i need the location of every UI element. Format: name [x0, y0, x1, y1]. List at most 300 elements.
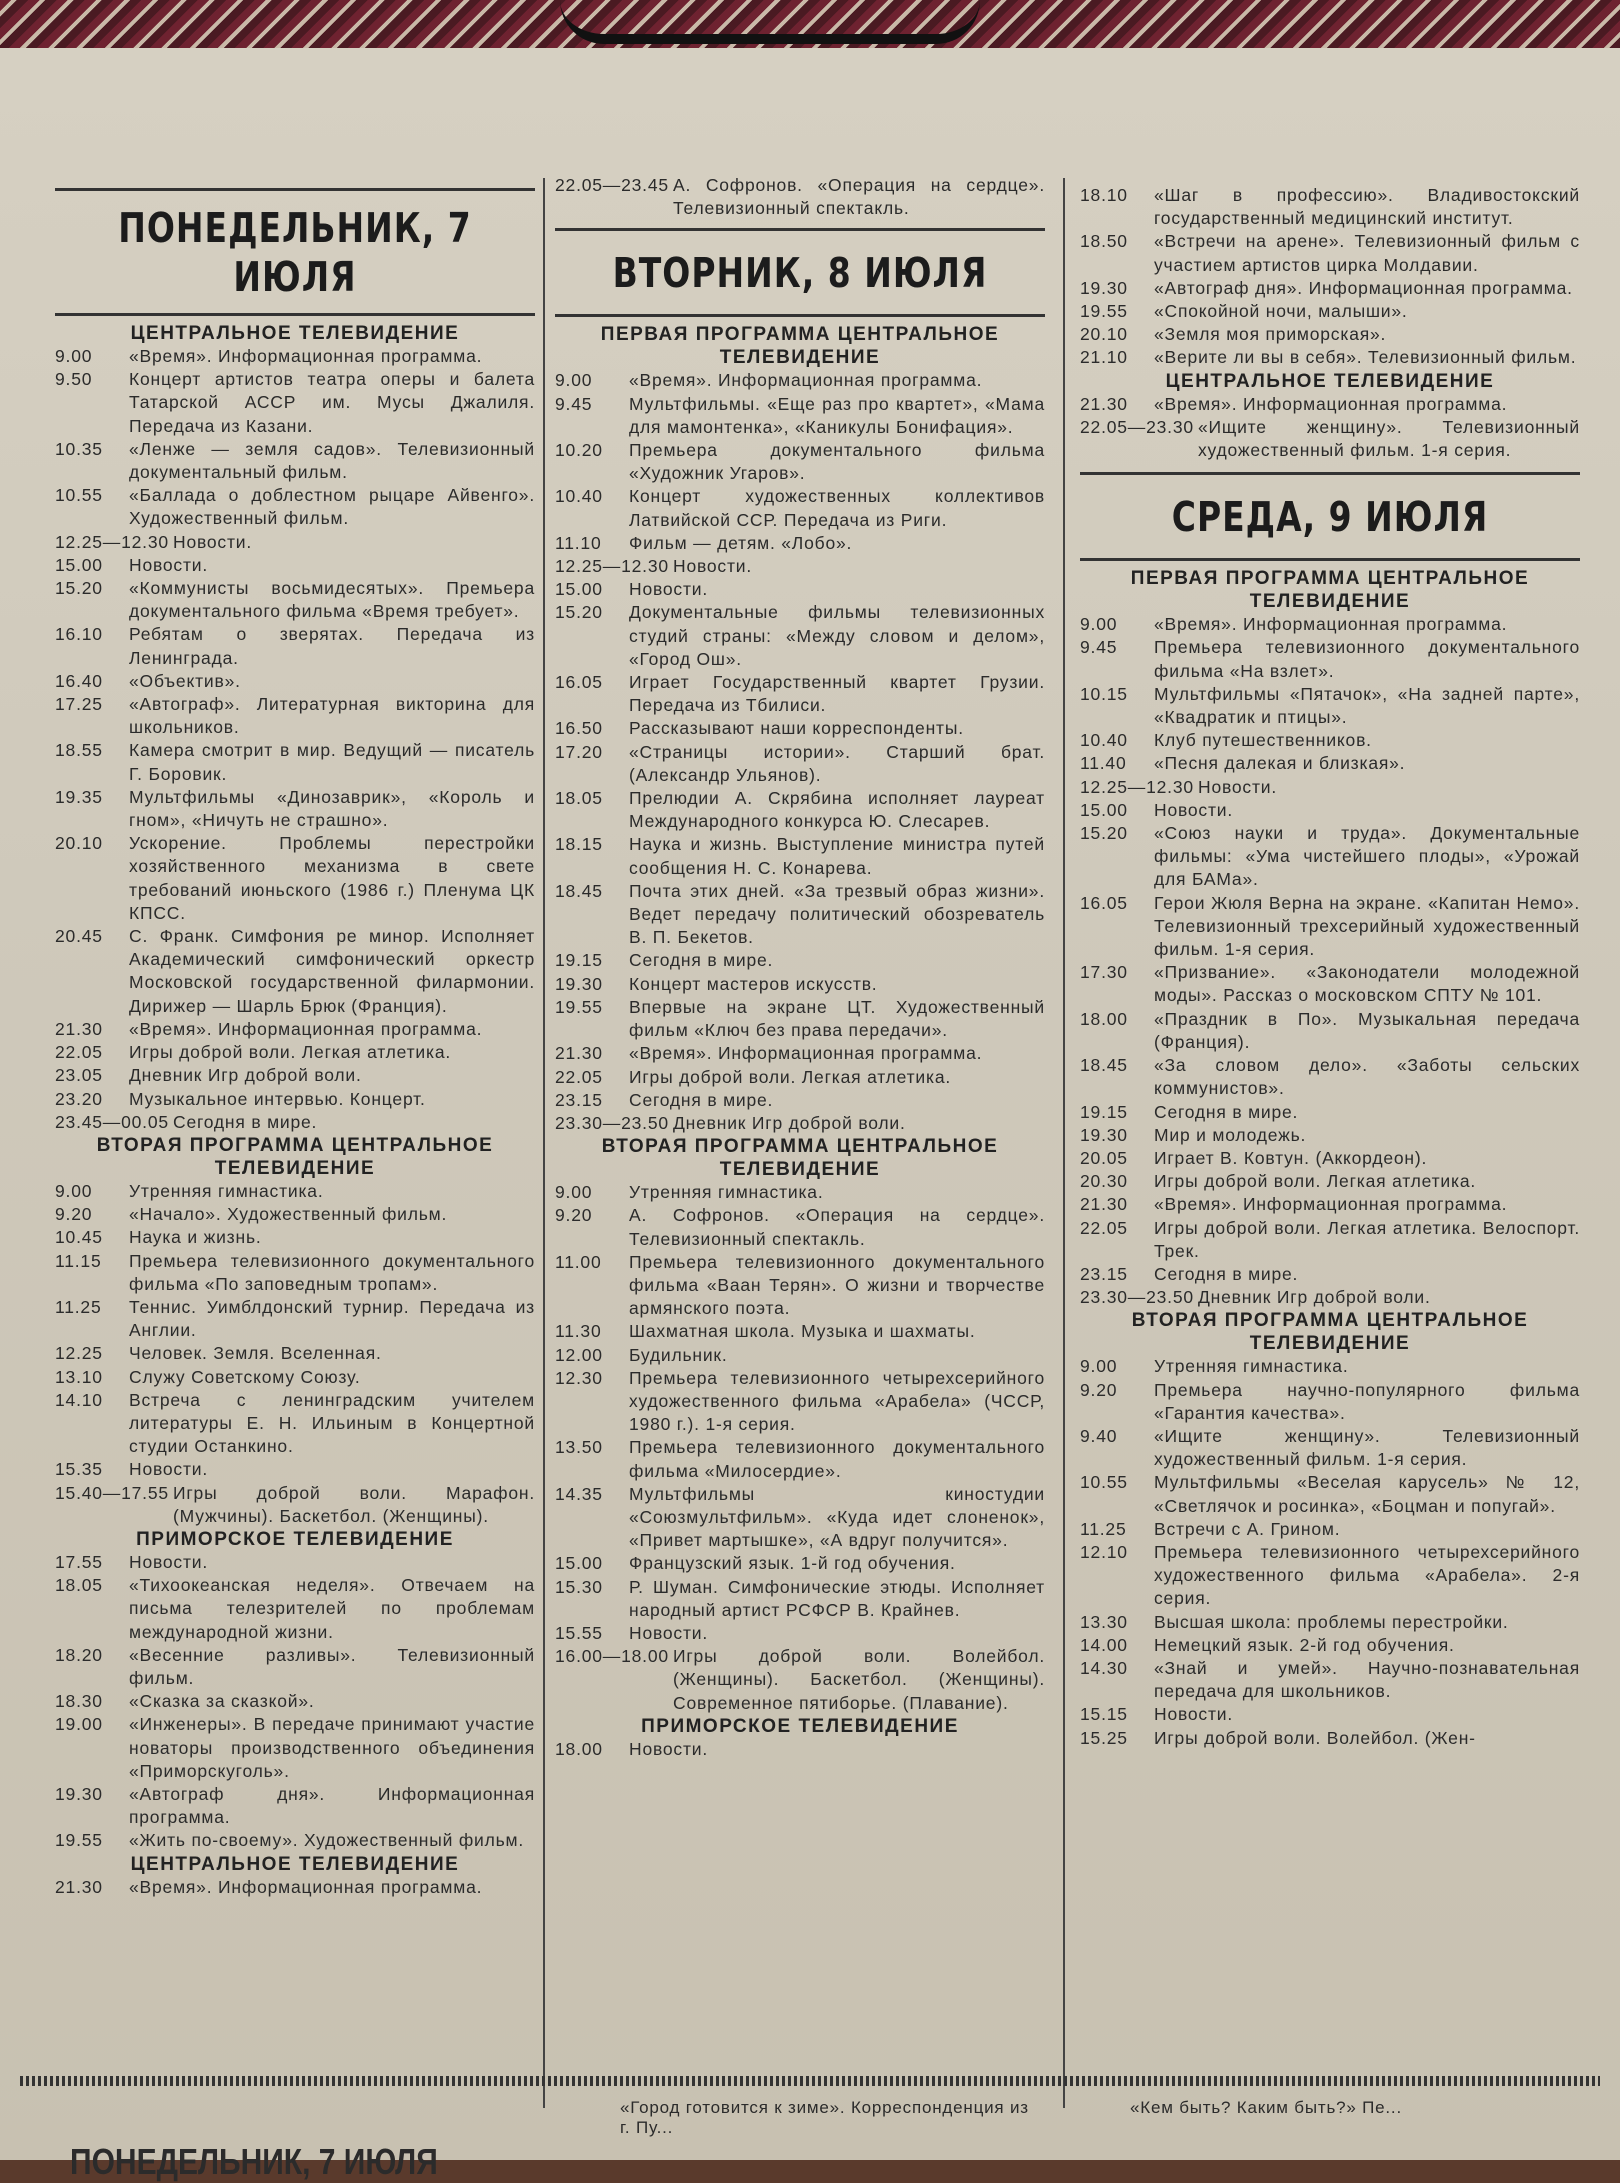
- schedule-entry: [555, 1576, 1045, 1622]
- entry-text: Игры доброй воли. Волейбол. (Жен-: [1154, 1727, 1476, 1748]
- schedule-entry: [55, 1574, 535, 1644]
- schedule-entry: [55, 739, 535, 785]
- entry-time: 15.20: [555, 602, 603, 623]
- entry-time: 18.05: [55, 1575, 103, 1596]
- entry-text: Немецкий язык. 2-й год обучения.: [1154, 1634, 1455, 1655]
- entry-time: 12.10: [1080, 1541, 1128, 1562]
- entry-time: 16.40: [55, 670, 103, 691]
- entry-text: Утренняя гимнастика.: [129, 1180, 324, 1201]
- entry-time: 10.55: [1080, 1472, 1128, 1493]
- entry-text: Новости.: [629, 1738, 709, 1759]
- entry-time: 15.35: [55, 1459, 103, 1480]
- entry-time: 19.15: [1080, 1101, 1128, 1122]
- entry-text: «Призвание». «Законодатели молодежной моды». Рассказ о московском СПТУ № 101.: [1154, 962, 1580, 1006]
- entry-text: «За словом дело». «Заботы сельских коммунистов».: [1154, 1055, 1580, 1099]
- entry-time: 19.15: [555, 950, 603, 971]
- schedule-entry: [555, 439, 1045, 485]
- entry-time: 15.20: [1080, 823, 1128, 844]
- schedule-entry: [555, 973, 1045, 996]
- entry-text: «Союз науки и труда». Документальные фильмы: «Ума чистейшего плоды», «Урожай для БАМа».: [1154, 823, 1580, 890]
- entry-text: А. Софронов. «Операция на сердце». Телевизионный спектакль.: [673, 175, 1045, 219]
- entry-text: Новости.: [129, 1459, 209, 1480]
- entry-text: Ребятам о зверятах. Передача из Ленинграда.: [129, 624, 535, 668]
- schedule-entry: [55, 832, 535, 925]
- entry-text: «Коммунисты восьмидесятых». Премьера документального фильма «Время требует».: [129, 578, 535, 622]
- entry-time: 15.15: [1080, 1704, 1128, 1725]
- schedule-entry: [1080, 636, 1580, 682]
- entry-time: 16.50: [555, 718, 603, 739]
- entry-text: Будильник.: [629, 1344, 728, 1365]
- entry-time: 18.50: [1080, 231, 1128, 252]
- entry-text: Музыкальное интервью. Концерт.: [129, 1088, 426, 1109]
- entry-time: 12.25—12.30: [555, 556, 669, 577]
- schedule-entry: [1080, 1054, 1580, 1100]
- schedule-entry: [555, 949, 1045, 972]
- schedule-list: [1080, 567, 1580, 1750]
- entry-text: Мультфильмы «Веселая карусель» № 12, «Светлячок и росинка», «Боцман и попугай».: [1154, 1472, 1580, 1516]
- schedule-entry: [55, 1018, 535, 1041]
- entry-text: «Спокойной ночи, малыши».: [1154, 301, 1408, 322]
- entry-time: 21.30: [55, 1018, 103, 1039]
- entry-time: 22.05: [1080, 1217, 1128, 1238]
- schedule-entry: [555, 1181, 1045, 1204]
- schedule-entry: [55, 1458, 535, 1481]
- entry-text: Премьера телевизионного документального фильма «По заповедным тропам».: [129, 1250, 535, 1294]
- entry-time: 19.30: [55, 1783, 103, 1804]
- next-page-strip: [0, 2058, 1620, 2183]
- column-separator: [543, 178, 545, 2108]
- entry-time: 23.05: [55, 1065, 103, 1086]
- schedule-entry: [555, 1367, 1045, 1437]
- entry-time: 18.00: [1080, 1008, 1128, 1029]
- entry-text: «Ленже — земля садов». Телевизионный документальный фильм.: [129, 438, 535, 483]
- schedule-list: [555, 323, 1045, 1761]
- entry-text: Премьера телевизионного четырехсерийного художественного фильма «Арабела». 2-я серия.: [1154, 1541, 1580, 1609]
- entry-text: Концерт художественных коллективов Латвийской ССР. Передача из Риги.: [629, 486, 1045, 530]
- schedule-entry: [55, 1551, 535, 1574]
- schedule-entry: [1080, 1379, 1580, 1425]
- schedule-entry: [55, 1783, 535, 1829]
- entry-time: 22.05: [55, 1042, 103, 1063]
- section-heading: ПРИМОРСКОЕ ТЕЛЕВИДЕНИЕ: [136, 1528, 454, 1550]
- entry-text: «Знай и умей». Научно-познавательная передача для школьников.: [1154, 1657, 1580, 1702]
- schedule-entry: [55, 1644, 535, 1690]
- entry-time: 18.15: [555, 834, 603, 855]
- schedule-entry: [1080, 799, 1580, 822]
- entry-time: 11.00: [555, 1251, 602, 1272]
- section-heading: ПРИМОРСКОЕ ТЕЛЕВИДЕНИЕ: [641, 1715, 959, 1737]
- rule: [55, 188, 535, 191]
- schedule-entry: [55, 1180, 535, 1203]
- schedule-entry: [55, 670, 535, 693]
- entry-text: Премьера телевизионного документального фильма «На взлет».: [1154, 637, 1580, 681]
- schedule-entry: [1080, 776, 1580, 799]
- schedule-entry: [55, 1088, 535, 1111]
- entry-time: 23.45—00.05: [55, 1111, 169, 1132]
- schedule-entry: [555, 1066, 1045, 1089]
- entry-text: Встречи с А. Грином.: [1154, 1518, 1341, 1539]
- entry-text: Концерт артистов театра оперы и балета Татарской АССР им. Мусы Джалиля. Передача из Казани.: [129, 369, 535, 436]
- entry-text: Сегодня в мире.: [173, 1111, 318, 1132]
- entry-text: Сегодня в мире.: [629, 950, 774, 971]
- entry-text: Наука и жизнь.: [129, 1227, 262, 1248]
- entry-time: 23.20: [55, 1088, 103, 1109]
- schedule-entry: [55, 1064, 535, 1087]
- entry-time: 11.10: [555, 532, 602, 553]
- schedule-entry: [555, 578, 1045, 601]
- entry-text: «Сказка за сказкой».: [129, 1691, 315, 1712]
- entry-text: «Время». Информационная программа.: [1154, 614, 1508, 635]
- schedule-entry: [55, 1111, 535, 1134]
- entry-text: Премьера документального фильма «Художник Угаров».: [629, 440, 1045, 484]
- entry-time: 15.55: [555, 1622, 603, 1643]
- entry-time: 11.25: [1080, 1518, 1127, 1539]
- entry-time: 17.30: [1080, 962, 1128, 983]
- schedule-entry: [1080, 1703, 1580, 1726]
- entry-text: Герои Жюля Верна на экране. «Капитан Немо». Телевизионный трехсерийный художественный фильм. 1-я серия.: [1154, 892, 1580, 960]
- entry-time: 18.20: [55, 1644, 103, 1665]
- schedule-entry: [555, 485, 1045, 531]
- entry-text: Новости.: [673, 556, 753, 577]
- entry-text: «Песня далекая и близкая».: [1154, 753, 1406, 774]
- entry-time: 11.15: [55, 1250, 102, 1271]
- entry-text: Клуб путешественников.: [1154, 730, 1372, 751]
- schedule-entry: [1080, 683, 1580, 729]
- entry-text: «Объектив».: [129, 670, 241, 691]
- entry-text: Наука и жизнь. Выступление министра путей сообщения Н. С. Конарева.: [629, 834, 1045, 878]
- schedule-entry: [1080, 1541, 1580, 1611]
- schedule-entry: [555, 1738, 1045, 1761]
- entry-text: «Время». Информационная программа.: [129, 1876, 483, 1897]
- column-separator: [1063, 178, 1065, 2108]
- schedule-entry: [1080, 1727, 1580, 1750]
- entry-text: «Страницы истории». Старший брат. (Александр Ульянов).: [629, 741, 1045, 785]
- entry-time: 9.00: [55, 1180, 93, 1201]
- entry-time: 13.10: [55, 1366, 103, 1387]
- schedule-entry: [1080, 323, 1580, 346]
- entry-text: «Время». Информационная программа.: [1154, 1194, 1508, 1215]
- entry-time: 17.25: [55, 694, 103, 715]
- schedule-entry: [55, 577, 535, 623]
- entry-text: Почта этих дней. «За трезвый образ жизни». Ведет передачу политический обозреватель В. П. Бекетов.: [629, 880, 1045, 948]
- entry-time: 18.05: [555, 788, 603, 809]
- section-heading: ПЕРВАЯ ПРОГРАММА ЦЕНТРАЛЬНОЕ ТЕЛЕВИДЕНИЕ: [1130, 568, 1530, 613]
- schedule-entry: [1080, 230, 1580, 276]
- entry-time: 10.20: [555, 440, 603, 461]
- entry-text: Концерт мастеров искусств.: [629, 973, 878, 994]
- entry-text: «Инженеры». В передаче принимают участие новаторы производственного объединения «Приморскуголь».: [129, 1714, 535, 1781]
- entry-time: 9.45: [1080, 637, 1118, 658]
- entry-time: 13.50: [555, 1437, 603, 1458]
- entry-text: С. Франк. Симфония ре минор. Исполняет Академический симфонический оркестр Московской государственной филармонии. Дирижер — Шарль Брюк (Франция).: [129, 926, 535, 1016]
- schedule-entry: [55, 1482, 535, 1528]
- schedule-entry: [55, 1226, 535, 1249]
- entry-text: Премьера телевизионного четырехсерийного художественного фильма «Арабела» (ЧССР, 1980 г.). 1-я серия.: [629, 1367, 1045, 1435]
- schedule-entry: [1080, 393, 1580, 416]
- schedule-entry: [1080, 1263, 1580, 1286]
- entry-time: 21.30: [55, 1876, 103, 1897]
- entry-time: 21.30: [555, 1043, 603, 1064]
- schedule-entry: [555, 1622, 1045, 1645]
- entry-text: Документальные фильмы телевизионных студий страны: «Между словом и делом», «Город Ош».: [629, 602, 1045, 669]
- schedule-entry: [1080, 1217, 1580, 1263]
- schedule-entry: [1080, 346, 1580, 369]
- schedule-entry: [55, 1713, 535, 1783]
- entry-text: Сегодня в мире.: [629, 1089, 774, 1110]
- entry-time: 15.40—17.55: [55, 1482, 169, 1503]
- section-heading: ЦЕНТРАЛЬНОЕ ТЕЛЕВИДЕНИЕ: [130, 323, 460, 344]
- day-heading-wednesday: СРЕДА, 9 ИЮЛЯ: [1171, 492, 1489, 542]
- schedule-list: [1080, 184, 1580, 462]
- schedule-entry: [555, 1042, 1045, 1065]
- entry-text: «Земля моя приморская».: [1154, 324, 1387, 345]
- entry-text: Новости.: [173, 531, 253, 552]
- entry-text: «Начало». Художественный фильм.: [129, 1204, 448, 1225]
- entry-text: Мультфильмы «Динозаврик», «Король и гном», «Ничуть не страшно».: [129, 786, 535, 831]
- entry-text: Встреча с ленинградским учителем литературы Е. Н. Ильиным в Концертной студии Останкино.: [129, 1389, 535, 1457]
- day-heading-monday: ПОНЕДЕЛЬНИК, 7 ИЮЛЯ: [118, 203, 472, 301]
- schedule-entry: [555, 1344, 1045, 1367]
- schedule-entry: [1080, 1471, 1580, 1517]
- entry-text: Сегодня в мире.: [1154, 1101, 1299, 1122]
- schedule-entry: [555, 741, 1045, 787]
- entry-time: 10.15: [1080, 683, 1128, 704]
- entry-time: 16.05: [1080, 892, 1128, 913]
- schedule-entry: [1080, 613, 1580, 636]
- entry-text: Дневник Игр доброй воли.: [129, 1065, 362, 1086]
- schedule-entry: [1080, 1518, 1580, 1541]
- schedule-entry: [555, 532, 1045, 555]
- entry-text: Ускорение. Проблемы перестройки хозяйственного механизма в свете требований июньского (1986 г.) Пленума ЦК КПСС.: [129, 833, 535, 923]
- entry-text: Новости.: [1198, 776, 1278, 797]
- rule: [55, 313, 535, 316]
- entry-text: «Автограф дня». Информационная программа.: [129, 1783, 535, 1828]
- schedule-entry: [1080, 1425, 1580, 1471]
- entry-time: 20.10: [1080, 324, 1128, 345]
- entry-text: Мультфильмы киностудии «Союзмультфильм». «Куда идет слоненок», «Привет мартышке», «А вдруг получится».: [629, 1483, 1045, 1551]
- entry-text: Новости.: [1154, 1704, 1234, 1725]
- entry-text: «Время». Информационная программа.: [129, 346, 483, 366]
- entry-time: 21.30: [1080, 393, 1128, 414]
- entry-text: Игры доброй воли. Легкая атлетика. Велоспорт. Трек.: [1154, 1217, 1580, 1261]
- entry-time: 23.15: [555, 1089, 603, 1110]
- schedule-entry: [1080, 416, 1580, 462]
- schedule-entry: [1080, 892, 1580, 962]
- entry-text: «Автограф дня». Информационная программа.: [1154, 277, 1573, 298]
- schedule-entry: [1080, 1634, 1580, 1657]
- entry-time: 9.00: [555, 370, 593, 391]
- schedule-entry: [55, 1829, 535, 1852]
- entry-time: 16.10: [55, 624, 103, 645]
- schedule-entry: [55, 1366, 535, 1389]
- column-monday: [55, 188, 535, 1899]
- entry-time: 9.45: [555, 393, 593, 414]
- entry-text: Дневник Игр доброй воли.: [1198, 1287, 1431, 1308]
- entry-text: Играет В. Ковтун. (Аккордеон).: [1154, 1147, 1428, 1168]
- section-heading: ВТОРАЯ ПРОГРАММА ЦЕНТРАЛЬНОЕ ТЕЛЕВИДЕНИЕ: [601, 1136, 999, 1181]
- schedule-entry: [1080, 1355, 1580, 1378]
- schedule-entry: [1080, 752, 1580, 775]
- entry-time: 9.20: [555, 1205, 593, 1226]
- schedule-entry: [555, 369, 1045, 392]
- column-tuesday: [555, 174, 1045, 1761]
- footer-day-heading: ПОНЕДЕЛЬНИК, 7 ИЮЛЯ: [70, 2142, 438, 2183]
- entry-time: 20.10: [55, 833, 103, 854]
- rule: [555, 314, 1045, 317]
- schedule-entry: [1080, 1611, 1580, 1634]
- schedule-entry: [555, 1645, 1045, 1715]
- schedule-entry: [1080, 961, 1580, 1007]
- entry-text: Новости.: [129, 1551, 209, 1572]
- footer-text: «Кем быть? Каким быть?» Пе...: [1130, 2098, 1402, 2117]
- entry-time: 17.20: [555, 741, 603, 762]
- entry-text: «Шаг в профессию». Владивостокский государственный медицинский институт.: [1154, 185, 1580, 229]
- schedule-entry: [55, 1876, 535, 1899]
- entry-time: 10.35: [55, 438, 103, 459]
- entry-time: 15.00: [1080, 799, 1128, 820]
- schedule-entry: [55, 484, 535, 530]
- entry-time: 11.30: [555, 1321, 602, 1342]
- rule: [1080, 558, 1580, 561]
- entry-time: 19.30: [1080, 1124, 1128, 1145]
- entry-time: 16.00—18.00: [555, 1646, 669, 1667]
- entry-time: 9.00: [555, 1182, 593, 1203]
- entry-text: Впервые на экране ЦТ. Художественный фильм «Ключ без права передачи».: [629, 996, 1045, 1041]
- entry-text: Теннис. Уимблдонский турнир. Передача из Англии.: [129, 1296, 535, 1341]
- entry-text: «Ищите женщину». Телевизионный художественный фильм. 1-я серия.: [1154, 1425, 1580, 1470]
- entry-time: 22.05—23.30: [1080, 416, 1194, 437]
- schedule-entry: [1080, 1193, 1580, 1216]
- schedule-entry: [555, 174, 1045, 220]
- entry-time: 23.30—23.50: [555, 1112, 669, 1133]
- section-heading: ЦЕНТРАЛЬНОЕ ТЕЛЕВИДЕНИЕ: [130, 1853, 460, 1875]
- entry-time: 16.05: [555, 672, 603, 693]
- entry-text: «Автограф». Литературная викторина для школьников.: [129, 694, 535, 738]
- entry-time: 15.30: [555, 1576, 603, 1597]
- schedule-entry: [1080, 1101, 1580, 1124]
- entry-time: 15.00: [555, 579, 603, 600]
- entry-text: Премьера телевизионного документального фильма «Милосердие».: [629, 1437, 1045, 1481]
- schedule-entry: [55, 1690, 535, 1713]
- entry-text: Р. Шуман. Симфонические этюды. Исполняет народный артист РСФСР В. Крайнев.: [629, 1576, 1045, 1620]
- entry-time: 14.35: [555, 1483, 603, 1504]
- entry-text: Новости.: [1154, 799, 1234, 820]
- schedule-entry: [555, 787, 1045, 833]
- entry-time: 13.30: [1080, 1611, 1128, 1632]
- entry-time: 19.30: [555, 973, 603, 994]
- column-wednesday: [1080, 184, 1580, 1750]
- entry-text: Мультфильмы «Пятачок», «На задней парте», «Квадратик и птицы».: [1154, 683, 1580, 728]
- schedule-entry: [555, 1552, 1045, 1575]
- entry-text: «Время». Информационная программа.: [1154, 393, 1508, 414]
- entry-time: 12.00: [555, 1344, 603, 1365]
- entry-text: «Верите ли вы в себя». Телевизионный фильм.: [1154, 347, 1577, 368]
- entry-text: Премьера научно-популярного фильма «Гарантия качества».: [1154, 1379, 1580, 1423]
- entry-time: 20.45: [55, 926, 103, 947]
- entry-text: Мультфильмы. «Еще раз про квартет», «Мама для мамонтенка», «Каникулы Бонифация».: [629, 393, 1045, 437]
- entry-text: Игры доброй воли. Волейбол. (Женщины). Баскетбол. (Женщины). Современное пятиборье. (Плавание).: [673, 1646, 1045, 1713]
- schedule-entry: [1080, 1286, 1580, 1309]
- entry-time: 19.35: [55, 786, 103, 807]
- entry-time: 19.55: [555, 996, 603, 1017]
- entry-time: 9.40: [1080, 1425, 1118, 1446]
- entry-text: Человек. Земля. Вселенная.: [129, 1343, 382, 1364]
- schedule-entry: [1080, 822, 1580, 892]
- footer-text: «Город готовится к зиме». Корреспонденция из г. Пу...: [620, 2098, 1029, 2137]
- section-heading: ВТОРАЯ ПРОГРАММА ЦЕНТРАЛЬНОЕ ТЕЛЕВИДЕНИЕ: [96, 1134, 494, 1179]
- schedule-entry: [55, 1342, 535, 1365]
- entry-time: 20.05: [1080, 1147, 1128, 1168]
- schedule-entry: [55, 438, 535, 484]
- entry-time: 9.00: [1080, 614, 1118, 635]
- entry-time: 14.30: [1080, 1657, 1128, 1678]
- entry-text: Дневник Игр доброй воли.: [673, 1112, 906, 1133]
- entry-time: 18.55: [55, 740, 103, 761]
- entry-time: 18.10: [1080, 185, 1128, 205]
- entry-text: «Весенние разливы». Телевизионный фильм.: [129, 1644, 535, 1688]
- section-heading: ПЕРВАЯ ПРОГРАММА ЦЕНТРАЛЬНОЕ ТЕЛЕВИДЕНИЕ: [600, 324, 1000, 369]
- schedule-entry: [555, 601, 1045, 671]
- entry-time: 12.25—12.30: [55, 531, 169, 552]
- entry-time: 20.30: [1080, 1171, 1128, 1192]
- schedule-entry: [1080, 729, 1580, 752]
- schedule-entry: [1080, 184, 1580, 230]
- entry-text: Шахматная школа. Музыка и шахматы.: [629, 1321, 976, 1342]
- rule: [1080, 472, 1580, 475]
- entry-text: Мир и молодежь.: [1154, 1124, 1307, 1145]
- entry-text: Французский язык. 1-й год обучения.: [629, 1553, 956, 1574]
- schedule-entry: [1080, 1170, 1580, 1193]
- entry-time: 11.40: [1080, 753, 1127, 774]
- schedule-entry: [555, 671, 1045, 717]
- schedule-entry: [555, 1112, 1045, 1135]
- entry-time: 12.30: [555, 1367, 603, 1388]
- schedule-entry: [55, 1203, 535, 1226]
- schedule-entry: [555, 1320, 1045, 1343]
- entry-time: 18.45: [555, 880, 603, 901]
- schedule-entry: [55, 531, 535, 554]
- entry-text: Фильм — детям. «Лобо».: [629, 532, 853, 553]
- schedule-entry: [55, 693, 535, 739]
- entry-time: 12.25: [55, 1343, 103, 1364]
- entry-time: 15.25: [1080, 1727, 1128, 1748]
- schedule-entry: [1080, 1147, 1580, 1170]
- entry-time: 21.30: [1080, 1194, 1128, 1215]
- schedule-entry: [55, 1250, 535, 1296]
- entry-text: «Время». Информационная программа.: [129, 1018, 483, 1039]
- newspaper-page: [0, 48, 1620, 2183]
- entry-text: Игры доброй воли. Легкая атлетика.: [1154, 1171, 1477, 1192]
- schedule-entry: [555, 880, 1045, 950]
- entry-time: 18.45: [1080, 1055, 1128, 1076]
- schedule-entry: [555, 555, 1045, 578]
- schedule-entry: [555, 717, 1045, 740]
- entry-time: 9.20: [55, 1204, 93, 1225]
- entry-time: 10.40: [555, 486, 603, 507]
- rule: [555, 228, 1045, 231]
- entry-text: «Ищите женщину». Телевизионный художественный фильм. 1-я серия.: [1198, 416, 1580, 461]
- entry-text: «Жить по-своему». Художественный фильм.: [129, 1830, 525, 1851]
- entry-time: 10.55: [55, 485, 103, 506]
- entry-time: 15.00: [555, 1553, 603, 1574]
- entry-text: Играет Государственный квартет Грузии. Передача из Тбилиси.: [629, 672, 1045, 716]
- entry-text: А. Софронов. «Операция на сердце». Телевизионный спектакль.: [629, 1205, 1045, 1249]
- entry-text: «Тихоокеанская неделя». Отвечаем на письма телезрителей по проблемам международной жизни.: [129, 1575, 535, 1642]
- hatched-border: [20, 2076, 1600, 2086]
- entry-time: 21.10: [1080, 347, 1128, 368]
- entry-time: 18.30: [55, 1691, 103, 1712]
- entry-time: 19.55: [55, 1830, 103, 1851]
